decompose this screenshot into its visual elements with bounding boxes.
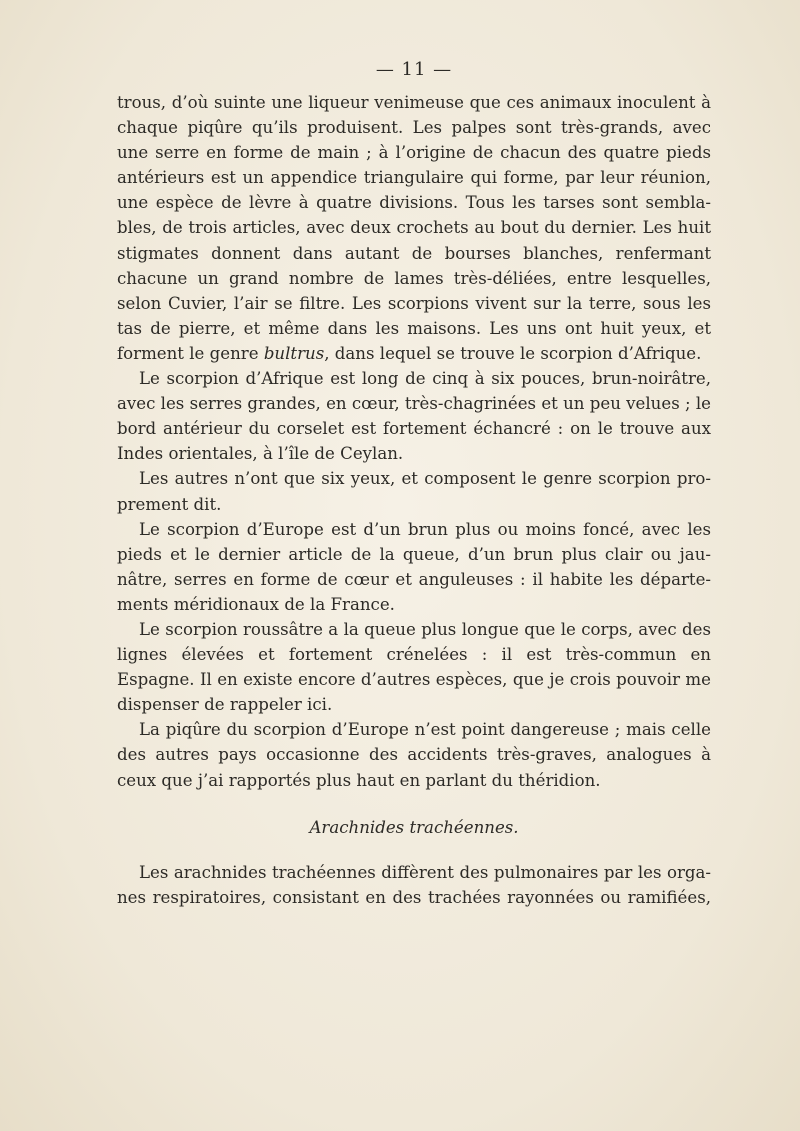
closing-paragraph: Les arachnides trachéennes diffèrent des pulmonaires par les orga-nes respiratoires, consistant en des trachées rayonnées ou ramifiées, bbox=[117, 862, 711, 907]
section-heading: Arachnides trachéennes. bbox=[309, 817, 519, 837]
paragraph-1-tail: , dans lequel se trouve le scorpion d’Afrique. bbox=[324, 343, 702, 363]
paragraph-4: Le scorpion d’Europe est d’un brun plus ou moins foncé, avec les pieds et le dernier article de la queue, d’un brun plus clair ou jau-nâtre, serres en forme de cœur et anguleuses : il habite les départe-ments méridionaux de la France. bbox=[117, 519, 711, 614]
paragraph-1-text: trous, d’où suinte une liqueur venimeuse que ces animaux inoculent à chaque piqûre qu’ils produisent. Les palpes sont très-grands, avec une serre en forme de main ; à l’origine de chacun des quatre pieds antérieurs est un appendice triangulaire qui forme, par leur réunion, une espèce de lèvre à quatre divisions. Tous les tarses sont sembla-bles, de trois articles, avec deux crochets au bout du dernier. Les huit stigmates donnent dans autant de bourses blanches, renfermant chacune un grand nombre de lames très-déliées, entre lesquelles, selon Cuvier, l’air se filtre. Les scorpions vivent sur la terre, sous les tas de pierre, et même dans les maisons. Les uns ont huit yeux, et forment le genre bbox=[117, 93, 711, 363]
genus-name: bultrus bbox=[263, 343, 325, 363]
paragraph-3: Les autres n’ont que six yeux, et composent le genre scorpion pro-prement dit. bbox=[117, 469, 711, 514]
paragraph-5: Le scorpion roussâtre a la queue plus longue que le corps, avec des lignes élevées et fortement crénelées : il est très-commun en Espagne. Il en existe encore d’autres espèces, que je crois pouvoir me dispenser de rappeler ici. bbox=[117, 619, 711, 715]
paragraph-6: La piqûre du scorpion d’Europe n’est point dangereuse ; mais celle des autres pays occasionne des accidents très-graves, analogues à ceux que j’ai rapportés plus haut en parlant du théridion. bbox=[117, 720, 711, 790]
page-text bbox=[117, 56, 711, 910]
paragraph-1 bbox=[117, 90, 711, 366]
page-number: — 11 — bbox=[375, 59, 453, 80]
paragraph-2: Le scorpion d’Afrique est long de cinq à six pouces, brun-noirâtre, avec les serres grandes, en cœur, très-chagrinées et un peu velues ; le bord antérieur du corselet est fortement échancré : on le trouve aux Indes orientales, à l’île de Ceylan. bbox=[117, 369, 711, 464]
